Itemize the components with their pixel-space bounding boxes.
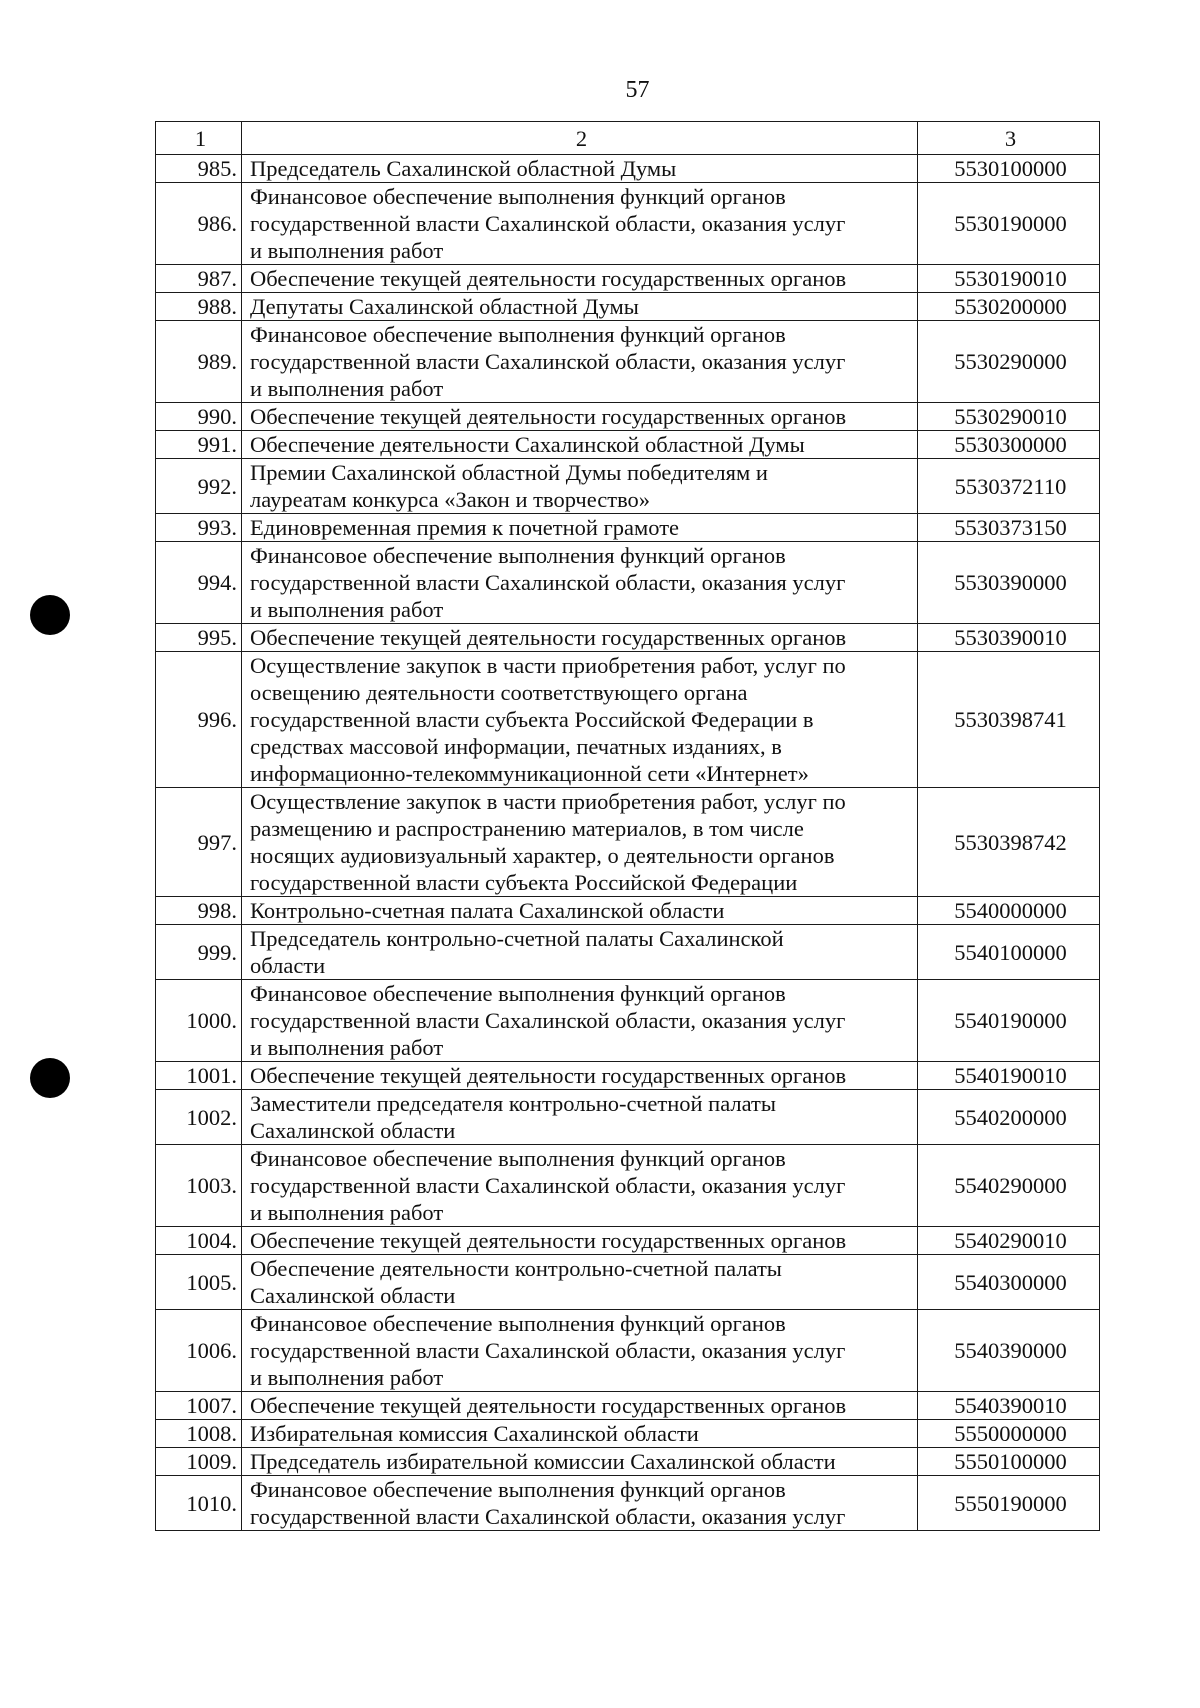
row-name-line: Депутаты Сахалинской областной Думы (250, 294, 639, 319)
row-code: 5530300000 (918, 431, 1100, 459)
row-number: 1001. (156, 1062, 242, 1090)
row-name-line: средствах массовой информации, печатных изданиях, в (250, 734, 782, 759)
row-name (242, 293, 918, 321)
row-name-line: государственной власти Сахалинской области, оказания услуг (250, 349, 846, 374)
row-name-line: Обеспечение текущей деятельности государственных органов (250, 1228, 847, 1253)
row-name-line: Осуществление закупок в части приобретения работ, услуг по (250, 653, 846, 678)
row-name (242, 652, 918, 788)
table-row (156, 925, 1100, 980)
row-name (242, 1227, 918, 1255)
punch-hole-mark (30, 1058, 70, 1098)
row-name-line: государственной власти Сахалинской области, оказания услуг (250, 1008, 846, 1033)
row-name-line: и выполнения работ (250, 238, 444, 263)
row-number: 1009. (156, 1448, 242, 1476)
row-name (242, 542, 918, 624)
row-name-line: Председатель Сахалинской областной Думы (250, 156, 677, 181)
row-number: 995. (156, 624, 242, 652)
row-number: 1007. (156, 1392, 242, 1420)
row-code: 5530290010 (918, 403, 1100, 431)
row-name (242, 1062, 918, 1090)
budget-classification-table (155, 121, 1100, 1531)
row-name (242, 624, 918, 652)
row-name-line: Контрольно-счетная палата Сахалинской области (250, 898, 725, 923)
row-name (242, 265, 918, 293)
row-name (242, 980, 918, 1062)
row-number: 1004. (156, 1227, 242, 1255)
table-body (156, 155, 1100, 1531)
row-code: 5550000000 (918, 1420, 1100, 1448)
row-code: 5530290000 (918, 321, 1100, 403)
table-header-row (156, 122, 1100, 155)
row-code: 5530390010 (918, 624, 1100, 652)
row-number: 986. (156, 183, 242, 265)
table-row (156, 403, 1100, 431)
row-name-line: Заместители председателя контрольно-счетной палаты (250, 1091, 776, 1116)
row-name-line: и выполнения работ (250, 597, 444, 622)
table-row (156, 1476, 1100, 1531)
row-number: 994. (156, 542, 242, 624)
row-number: 989. (156, 321, 242, 403)
table-row (156, 1420, 1100, 1448)
punch-hole-mark (30, 595, 70, 635)
row-code: 5540190010 (918, 1062, 1100, 1090)
row-name (242, 788, 918, 897)
row-name-line: и выполнения работ (250, 1035, 444, 1060)
row-code: 5540300000 (918, 1255, 1100, 1310)
row-code: 5540000000 (918, 897, 1100, 925)
row-name-line: и выполнения работ (250, 1200, 444, 1225)
row-name (242, 155, 918, 183)
row-name (242, 1310, 918, 1392)
row-name-line: информационно-телекоммуникационной сети «Интернет» (250, 761, 809, 786)
row-name (242, 431, 918, 459)
row-number: 992. (156, 459, 242, 514)
row-name-line: Обеспечение текущей деятельности государственных органов (250, 404, 847, 429)
table-row (156, 431, 1100, 459)
row-name-line: Премии Сахалинской областной Думы победителям и (250, 460, 768, 485)
row-name (242, 183, 918, 265)
row-name-line: государственной власти субъекта Российской Федерации в (250, 707, 814, 732)
table-row (156, 788, 1100, 897)
row-name (242, 1476, 918, 1531)
row-number: 1000. (156, 980, 242, 1062)
row-code: 5530100000 (918, 155, 1100, 183)
table-row (156, 897, 1100, 925)
row-name-line: государственной власти Сахалинской области, оказания услуг (250, 570, 846, 595)
row-number: 993. (156, 514, 242, 542)
table-row (156, 542, 1100, 624)
row-name-line: Обеспечение деятельности Сахалинской областной Думы (250, 432, 805, 457)
row-name-line: государственной власти Сахалинской области, оказания услуг (250, 1173, 846, 1198)
row-name (242, 459, 918, 514)
table-row (156, 1227, 1100, 1255)
row-name-line: размещению и распространению материалов, в том числе (250, 816, 804, 841)
row-name-line: Финансовое обеспечение выполнения функций органов (250, 1477, 786, 1502)
row-number: 987. (156, 265, 242, 293)
row-number: 1006. (156, 1310, 242, 1392)
row-number: 1008. (156, 1420, 242, 1448)
table-row (156, 155, 1100, 183)
table-row (156, 1090, 1100, 1145)
table-row (156, 265, 1100, 293)
row-name-line: Финансовое обеспечение выполнения функций органов (250, 981, 786, 1006)
row-name (242, 1145, 918, 1227)
page-number: 57 (625, 77, 650, 103)
row-name-line: освещению деятельности соответствующего органа (250, 680, 748, 705)
row-number: 985. (156, 155, 242, 183)
row-name-line: Председатель избирательной комиссии Сахалинской области (250, 1449, 836, 1474)
row-name-line: области (250, 953, 326, 978)
row-name-line: государственной власти Сахалинской области, оказания услуг (250, 1504, 846, 1529)
row-code: 5530373150 (918, 514, 1100, 542)
row-code: 5530398741 (918, 652, 1100, 788)
row-name-line: Председатель контрольно-счетной палаты Сахалинской (250, 926, 784, 951)
row-code: 5540200000 (918, 1090, 1100, 1145)
row-name-line: Финансовое обеспечение выполнения функций органов (250, 322, 786, 347)
table-row (156, 1392, 1100, 1420)
row-name-line: Финансовое обеспечение выполнения функций органов (250, 543, 786, 568)
row-code: 5540390000 (918, 1310, 1100, 1392)
row-code: 5530390000 (918, 542, 1100, 624)
table-row (156, 624, 1100, 652)
row-name-line: Единовременная премия к почетной грамоте (250, 515, 680, 540)
row-name-line: государственной власти Сахалинской области, оказания услуг (250, 1338, 846, 1363)
row-name-line: лауреатам конкурса «Закон и творчество» (250, 487, 651, 512)
row-name (242, 1090, 918, 1145)
row-number: 1002. (156, 1090, 242, 1145)
row-code: 5540190000 (918, 980, 1100, 1062)
row-code: 5530398742 (918, 788, 1100, 897)
row-name-line: Обеспечение деятельности контрольно-счетной палаты (250, 1256, 782, 1281)
column-header-code: 3 (918, 122, 1100, 155)
row-number: 1003. (156, 1145, 242, 1227)
table-row (156, 293, 1100, 321)
row-name-line: и выполнения работ (250, 376, 444, 401)
row-name-line: и выполнения работ (250, 1365, 444, 1390)
row-code: 5530200000 (918, 293, 1100, 321)
row-number: 999. (156, 925, 242, 980)
row-code: 5550100000 (918, 1448, 1100, 1476)
row-name-line: носящих аудиовизуальный характер, о деятельности органов (250, 843, 835, 868)
row-code: 5530190000 (918, 183, 1100, 265)
row-name-line: Сахалинской области (250, 1283, 456, 1308)
row-code: 5550190000 (918, 1476, 1100, 1531)
row-number: 998. (156, 897, 242, 925)
row-number: 991. (156, 431, 242, 459)
row-name (242, 897, 918, 925)
row-name (242, 1420, 918, 1448)
row-name (242, 1448, 918, 1476)
row-code: 5540290010 (918, 1227, 1100, 1255)
column-header-name: 2 (242, 122, 918, 155)
row-name-line: Финансовое обеспечение выполнения функций органов (250, 1311, 786, 1336)
row-name (242, 925, 918, 980)
row-name (242, 1392, 918, 1420)
row-name (242, 403, 918, 431)
table-row (156, 183, 1100, 265)
row-number: 1010. (156, 1476, 242, 1531)
row-number: 988. (156, 293, 242, 321)
column-header-number: 1 (156, 122, 242, 155)
row-number: 1005. (156, 1255, 242, 1310)
row-name (242, 1255, 918, 1310)
row-name (242, 321, 918, 403)
row-name-line: Финансовое обеспечение выполнения функций органов (250, 184, 786, 209)
table-row (156, 459, 1100, 514)
row-number: 996. (156, 652, 242, 788)
row-name-line: Избирательная комиссия Сахалинской области (250, 1421, 699, 1446)
row-code: 5540290000 (918, 1145, 1100, 1227)
row-code: 5540100000 (918, 925, 1100, 980)
row-name-line: Обеспечение текущей деятельности государственных органов (250, 625, 847, 650)
row-name-line: Обеспечение текущей деятельности государственных органов (250, 1063, 847, 1088)
table-row (156, 652, 1100, 788)
table-row (156, 1062, 1100, 1090)
row-name-line: государственной власти Сахалинской области, оказания услуг (250, 211, 846, 236)
row-code: 5530372110 (918, 459, 1100, 514)
row-name-line: государственной власти субъекта Российской Федерации (250, 870, 798, 895)
row-name-line: Обеспечение текущей деятельности государственных органов (250, 1393, 847, 1418)
row-name-line: Осуществление закупок в части приобретения работ, услуг по (250, 789, 846, 814)
table-row (156, 514, 1100, 542)
row-name-line: Сахалинской области (250, 1118, 456, 1143)
table-row (156, 1310, 1100, 1392)
row-name-line: Обеспечение текущей деятельности государственных органов (250, 266, 847, 291)
row-number: 990. (156, 403, 242, 431)
row-code: 5540390010 (918, 1392, 1100, 1420)
row-number: 997. (156, 788, 242, 897)
table-row (156, 980, 1100, 1062)
table-row (156, 1448, 1100, 1476)
row-name-line: Финансовое обеспечение выполнения функций органов (250, 1146, 786, 1171)
table-row (156, 1255, 1100, 1310)
row-code: 5530190010 (918, 265, 1100, 293)
table-row (156, 1145, 1100, 1227)
table-row (156, 321, 1100, 403)
row-name (242, 514, 918, 542)
